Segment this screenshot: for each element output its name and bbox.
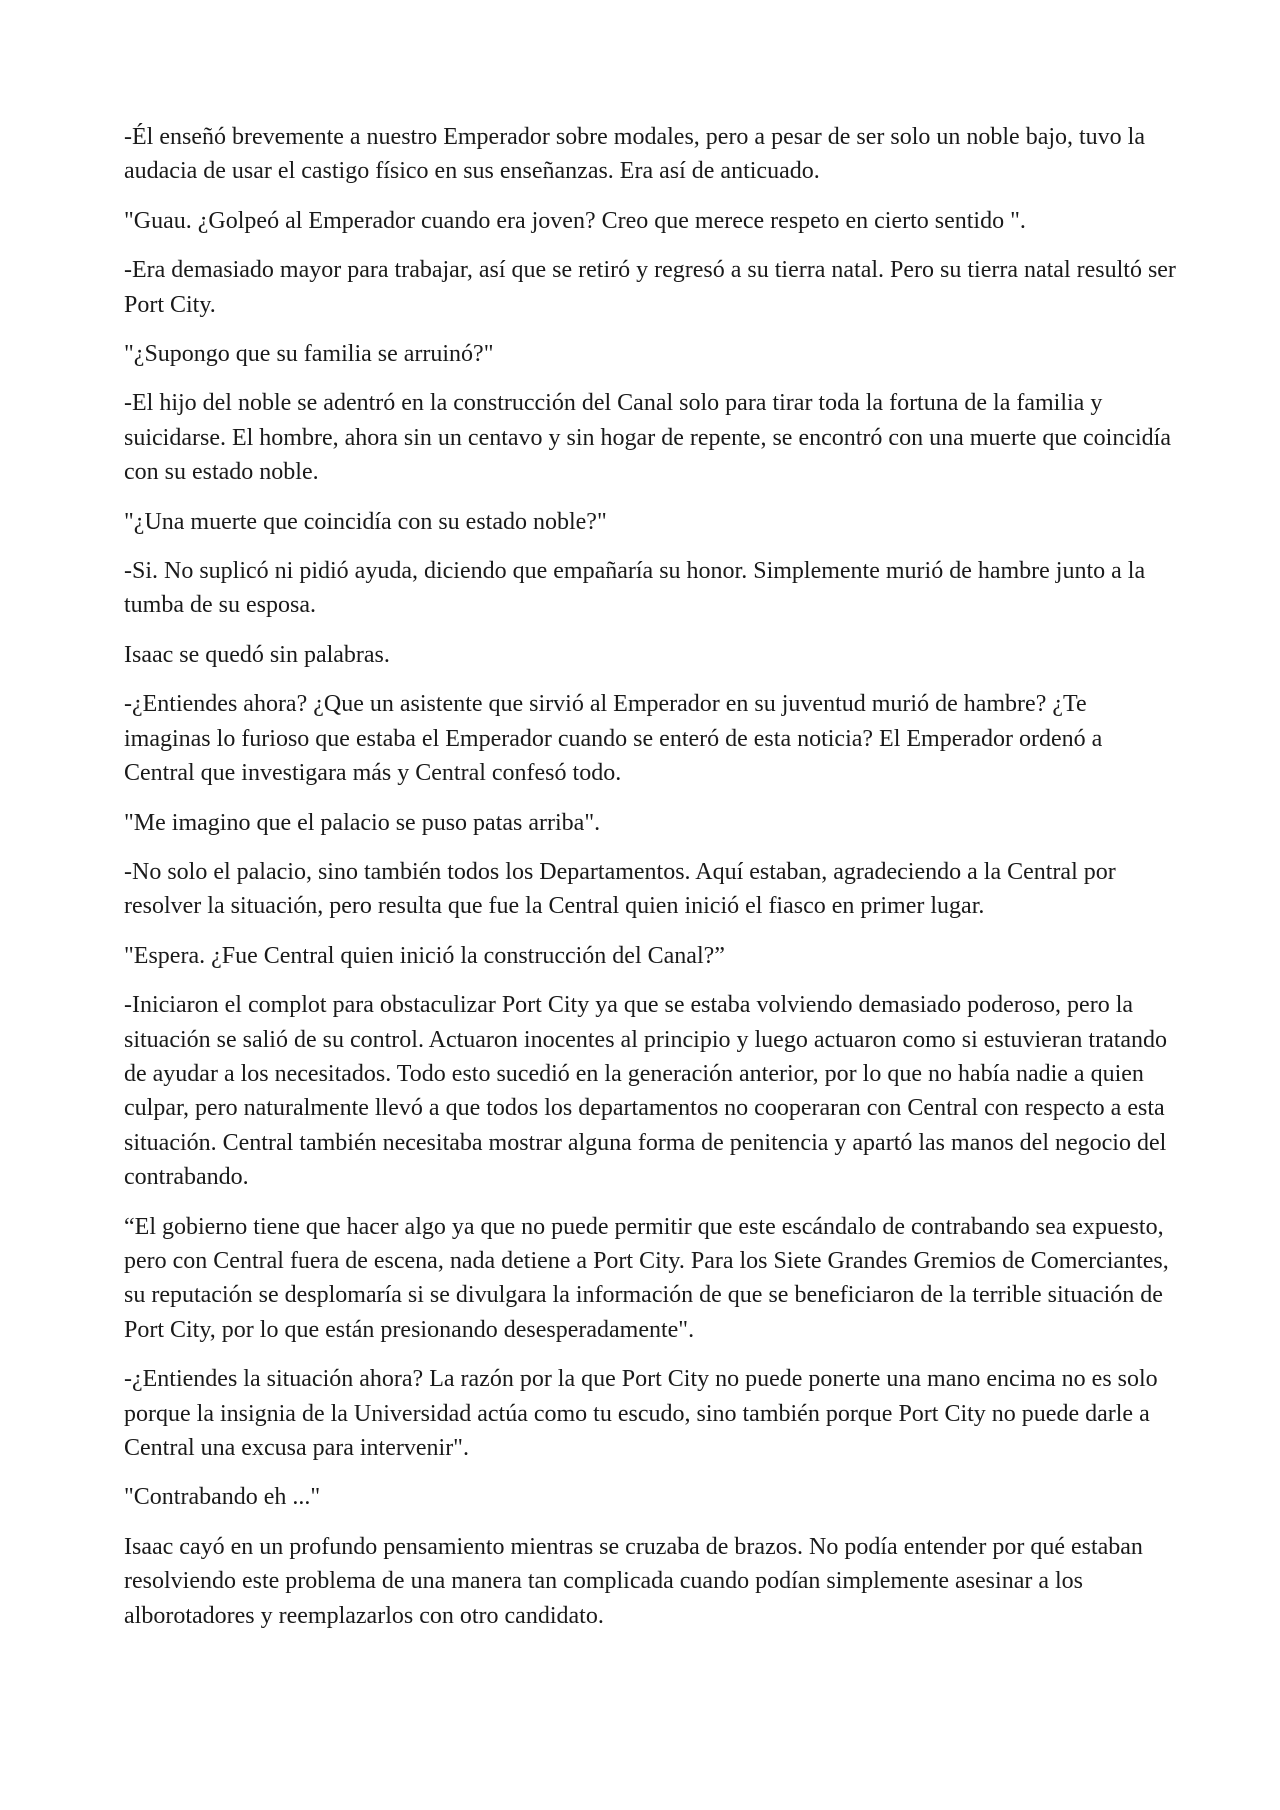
paragraph: "¿Una muerte que coincidía con su estado noble?" bbox=[124, 508, 607, 535]
paragraph: -El hijo del noble se adentró en la construcción del Canal solo para tirar toda la fortuna de la familia y suicidarse. El hombre, ahora sin un centavo y sin hogar de repente, se encontró con una muerte que coincidía con su estado noble. bbox=[124, 390, 1171, 486]
paragraph: "Contrabando eh ..." bbox=[124, 1484, 321, 1511]
paragraph: "¿Supongo que su familia se arruinó?" bbox=[124, 341, 494, 368]
paragraph: -¿Entiendes la situación ahora? La razón por la que Port City no puede ponerte una mano encima no es solo porque la insignia de la Universidad actúa como tu escudo, sino también porque Port City no puede darle a Central una excusa para intervenir". bbox=[124, 1366, 1158, 1461]
paragraph: -Él enseñó brevemente a nuestro Emperador sobre modales, pero a pesar de ser solo un noble bajo, tuvo la audacia de usar el castigo físico en sus enseñanzas. Era así de anticuado. bbox=[124, 124, 1145, 185]
paragraph: "Me imagino que el palacio se puso patas arriba". bbox=[124, 809, 601, 836]
paragraph: "Espera. ¿Fue Central quien inició la construcción del Canal?” bbox=[124, 942, 725, 969]
paragraph: -Era demasiado mayor para trabajar, así que se retiró y regresó a su tierra natal. Pero su tierra natal resultó ser Port City. bbox=[124, 257, 1176, 318]
paragraph: Isaac se quedó sin palabras. bbox=[124, 641, 390, 668]
paragraph: Isaac cayó en un profundo pensamiento mientras se cruzaba de brazos. No podía entender por qué estaban resolviendo este problema de una manera tan complicada cuando podían simplemente asesinar a los alborotadores y reemplazarlos con otro candidato. bbox=[124, 1533, 1143, 1629]
paragraph: -Iniciaron el complot para obstaculizar Port City ya que se estaba volviendo demasiado poderoso, pero la situación se salió de su control. Actuaron inocentes al principio y luego actuaron como si estuvieran tratando de ayudar a los necesitados. Todo esto sucedió en la generación anterior, por lo que no había nadie a quien culpar, pero naturalmente llevó a que todos los departamentos no cooperaran con Central con respecto a esta situación. Central también necesitaba mostrar alguna forma de penitencia y apartó las manos del negocio del contrabando. bbox=[124, 992, 1168, 1191]
paragraph: -Si. No suplicó ni pidió ayuda, diciendo que empañaría su honor. Simplemente murió de hambre junto a la tumba de su esposa. bbox=[124, 558, 1146, 619]
paragraph: -No solo el palacio, sino también todos los Departamentos. Aquí estaban, agradeciendo a la Central por resolver la situación, pero resulta que fue la Central quien inició el fiasco en primer lugar. bbox=[124, 858, 1116, 920]
paragraph: -¿Entiendes ahora? ¿Que un asistente que sirvió al Emperador en su juventud murió de hambre? ¿Te imaginas lo furioso que estaba el Emperador cuando se enteró de esta noticia? El Emperador ordenó a Central que investigara más y Central confesó todo. bbox=[124, 691, 1103, 787]
document-body bbox=[124, 120, 1176, 1648]
paragraph: “El gobierno tiene que hacer algo ya que no puede permitir que este escándalo de contrabando sea expuesto, pero con Central fuera de escena, nada detiene a Port City. Para los Siete Grandes Gremios de Comerciantes, su reputación se desplomaría si se divulgara la información de que se beneficiaron de la terrible situación de Port City, por lo que están presionando desesperadamente". bbox=[124, 1213, 1169, 1343]
paragraph: "Guau. ¿Golpeó al Emperador cuando era joven? Creo que merece respeto en cierto sentido ". bbox=[124, 207, 1026, 234]
